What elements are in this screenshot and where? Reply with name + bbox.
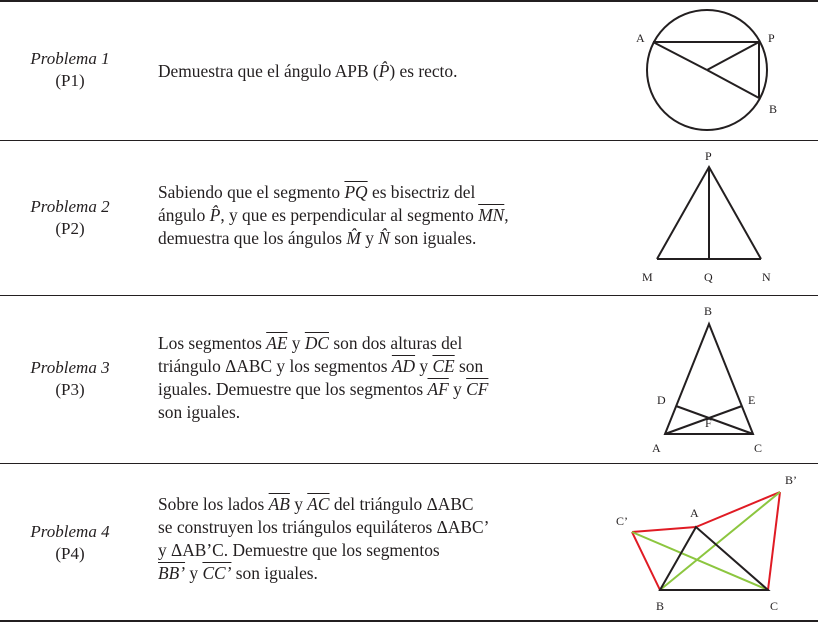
statement-text: demuestra que los ángulos (158, 228, 347, 248)
statement-line (158, 516, 578, 539)
segment-name: $\overline{AD}$ (391, 356, 416, 376)
point-label-d: D (657, 393, 666, 407)
statement-text: se construyen los triángulos equiláteros ΔABC’ (158, 517, 490, 537)
problem-statement (158, 60, 578, 83)
statement-text: y (289, 494, 308, 514)
statement-text: son (454, 356, 484, 376)
point-label-f: F (705, 416, 712, 430)
problem-row-1 (0, 0, 818, 140)
segment-name: $\overline{MN}$ (478, 205, 505, 225)
segment-ae (665, 406, 742, 434)
segment-name: $\overline{AC}$ (307, 494, 330, 514)
statement-line (158, 562, 578, 585)
problem-row-4 (0, 464, 818, 620)
statement-text: triángulo ΔABC y los segmentos (158, 356, 392, 376)
point-label-b: B (769, 102, 778, 116)
statement-line (158, 227, 578, 250)
problem-label (0, 196, 140, 240)
statement-text: Demuestra que el ángulo APB ( (158, 61, 379, 81)
statement-line (158, 401, 578, 424)
problem-label (0, 48, 140, 92)
statement-text: Sobre los lados (158, 494, 269, 514)
statement-text: y (287, 333, 305, 353)
bottom-rule (0, 620, 818, 622)
statement-text: y (360, 228, 379, 248)
problem-code: (P3) (55, 380, 85, 399)
statement-line (158, 355, 578, 378)
statement-text: y (185, 563, 203, 583)
statement-text: y (415, 356, 433, 376)
figure-isosceles-bisector (620, 141, 818, 295)
segment-name: $\overline{CE}$ (432, 356, 455, 376)
segment-a-center (653, 42, 707, 70)
segment-name: $\overline{AE}$ (266, 333, 288, 353)
point-label-c: C (754, 441, 763, 455)
problem-code: (P1) (55, 71, 85, 90)
figure-equilateral-construction (600, 464, 818, 620)
statement-text: del triángulo ΔABC (329, 494, 474, 514)
problem-statement (158, 493, 578, 585)
problem-title: Problema 1 (30, 49, 110, 68)
segment-name: $\overline{AF}$ (427, 379, 449, 399)
statement-text: son iguales. (231, 563, 318, 583)
problem-code: (P2) (55, 219, 85, 238)
point-label-cp: C’ (616, 514, 628, 528)
segment-name: BB’ (158, 563, 186, 583)
statement-text: y (448, 379, 467, 399)
problem-row-3 (0, 296, 818, 463)
problem-label (0, 357, 140, 401)
point-label-a: A (690, 506, 699, 520)
point-label-b: B (656, 599, 665, 613)
problem-label (0, 521, 140, 565)
statement-line (158, 60, 578, 83)
angle-name: M̂ (346, 228, 361, 248)
segment-center-b (707, 70, 759, 98)
statement-text: Los segmentos (158, 333, 267, 353)
point-label-bp: B’ (785, 473, 797, 487)
problem-statement (158, 332, 578, 424)
statement-text: Sabiendo que el segmento (158, 182, 345, 202)
statement-line (158, 181, 578, 204)
problem-title: Problema 2 (30, 197, 110, 216)
problem-title: Problema 3 (30, 358, 110, 377)
statement-text: y ΔAB’C. Demuestre que los segmentos (158, 540, 440, 560)
problem-row-2 (0, 141, 818, 295)
segment-center-p (707, 42, 759, 70)
statement-text: , (504, 205, 509, 225)
segment-name: $\overline{DC}$ (304, 333, 330, 353)
segment-a-bp (696, 492, 780, 527)
point-label-b: B (704, 304, 713, 318)
point-label-a: A (636, 31, 645, 45)
segment-dc (676, 406, 753, 434)
segment-cp-a (632, 527, 696, 532)
segment-name: $\overline{AB}$ (268, 494, 290, 514)
statement-text: son dos alturas del (329, 333, 463, 353)
point-label-c: C (770, 599, 779, 613)
statement-line (158, 378, 578, 401)
statement-text: son iguales. (158, 402, 241, 422)
statement-text: , y que es perpendicular al segmento (220, 205, 479, 225)
statement-text: son iguales. (389, 228, 477, 248)
statement-line (158, 204, 578, 227)
problem-title: Problema 4 (30, 522, 110, 541)
triangle-abc (660, 527, 768, 590)
statement-line (158, 493, 578, 516)
angle-name: P̂ (378, 61, 390, 81)
figure-circle (620, 0, 818, 140)
point-label-q: Q (704, 270, 713, 284)
segment-b-bp (660, 492, 780, 590)
figure-altitudes (620, 296, 818, 463)
angle-name: P̂ (209, 205, 221, 225)
point-label-a: A (652, 441, 661, 455)
problem-statement (158, 181, 578, 250)
point-label-e: E (748, 393, 756, 407)
angle-name: N̂ (378, 228, 390, 248)
statement-text: iguales. Demuestre que los segmentos (158, 379, 428, 399)
problem-code: (P4) (55, 544, 85, 563)
point-label-p: P (768, 31, 775, 45)
statement-line (158, 332, 578, 355)
segment-cp-c (632, 532, 768, 590)
statement-text: es bisectriz del (367, 182, 476, 202)
segment-name: $\overline{CF}$ (466, 379, 489, 399)
point-label-p: P (705, 149, 712, 163)
point-label-n: N (762, 270, 771, 284)
point-label-m: M (642, 270, 653, 284)
segment-name: $\overline{PQ}$ (344, 182, 368, 202)
segment-bp-c (768, 492, 780, 590)
segment-cp-b (632, 532, 660, 590)
statement-text: ) es recto. (389, 61, 458, 81)
statement-text: ángulo (158, 205, 210, 225)
statement-line (158, 539, 578, 562)
segment-name: CC’ (202, 563, 232, 583)
